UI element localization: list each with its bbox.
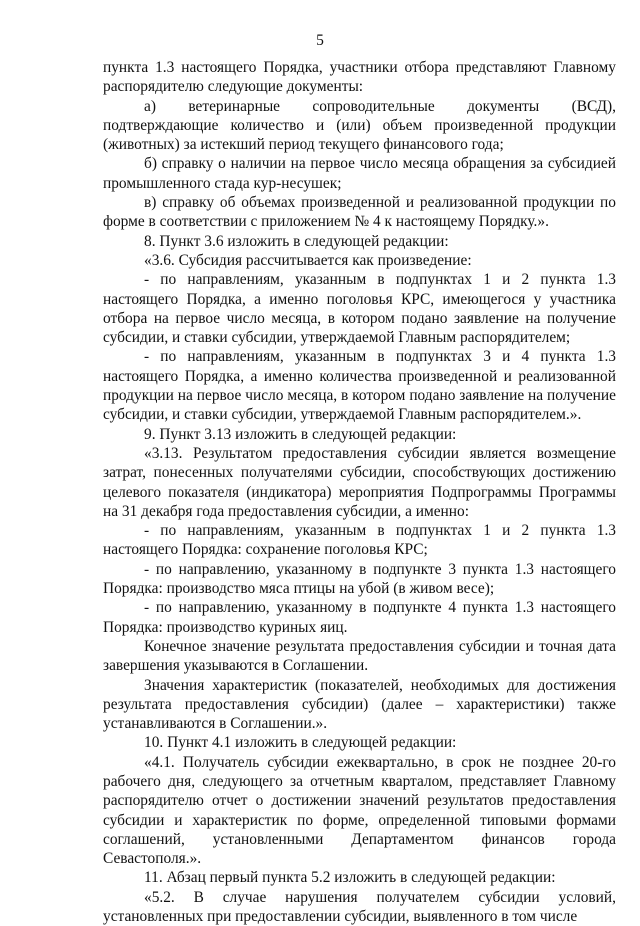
paragraph-point-8: 8. Пункт 3.6 изложить в следующей редакции: (144, 232, 449, 250)
paragraph-3-13-bullet-3: - по направлению, указанному в подпункте 4 пункта 1.3 настоящего Порядка: производство куриных яиц. (103, 599, 616, 636)
paragraph-point-10: 10. Пункт 4.1 изложить в следующей редакции: (144, 734, 457, 752)
paragraph-3-6-bullet-1: - по направлениям, указанным в подпунктах 1 и 2 пункта 1.3 настоящего Порядка, а именно поголовья КРС, имеющегося у участника отбора на первое число месяца, в котором подано заявление на получение субсидии, и ставки субсидии, утверждаемой Главным распорядителем; (103, 271, 616, 347)
paragraph-item-v: в) справку об объемах произведенной и реализованной продукции по форме в соответствии с приложением № 4 к настоящему Порядку.». (103, 194, 616, 231)
document-body (103, 58, 616, 926)
paragraph-3-13: «3.13. Результатом предоставления субсидии является возмещение затрат, понесенных получателями субсидии, способствующих достижению целевого показателя (индикатора) мероприятия Подпрограммы Программы на 31 декабря года предоставления субсидии, а именно: (103, 444, 616, 520)
paragraph-final-value: Конечное значение результата предоставления субсидии и точная дата завершения указываются в Соглашении. (103, 637, 616, 675)
paragraph-point-9: 9. Пункт 3.13 изложить в следующей редакции: (144, 425, 457, 443)
paragraph-5-2: «5.2. В случае нарушения получателем субсидии условий, установленных при предоставлении субсидии, выявленного в том числе (103, 888, 616, 926)
paragraph-point-11: 11. Абзац первый пункта 5.2 изложить в следующей редакции: (144, 869, 556, 887)
paragraph-3-13-bullet-1: - по направлениям, указанным в подпунктах 1 и 2 пункта 1.3 настоящего Порядка: сохранение поголовья КРС; (103, 522, 616, 559)
paragraph-3-13-bullet-2: - по направлению, указанному в подпункте 3 пункта 1.3 настоящего Порядка: производство мяса птицы на убой (в живом весе); (103, 560, 616, 598)
paragraph-continuation: пункта 1.3 настоящего Порядка, участники отбора представляют Главному распорядителю следующие документы: (103, 59, 616, 96)
paragraph-4-1: «4.1. Получатель субсидии ежеквартально, в срок не позднее 20-го рабочего дня, следующего за отчетным кварталом, представляет Главному распорядителю отчет о достижении значений результатов предоставления субсидии и характеристик по форме, определенной типовыми формами соглашений, установленными Департаментом финансов города Севастополя.». (103, 753, 616, 868)
paragraph-item-a: а) ветеринарные сопроводительные документы (ВСД), подтверждающие количество и (или) объем произведенной продукции (животных) за истекший период текущего финансового года; (103, 97, 616, 154)
paragraph-characteristics: Значения характеристик (показателей, необходимых для достижения результата предоставления субсидии) (далее – характеристики) также устанавливаются в Соглашении.». (103, 676, 616, 733)
page-number: 5 (316, 32, 324, 49)
paragraph-3-6-bullet-2: - по направлениям, указанным в подпунктах 3 и 4 пункта 1.3 настоящего Порядка, а именно количества произведенной и реализованной продукции на первое число месяца, в котором подано заявление на получение субсидии, и ставки субсидии, утверждаемой Главным распорядителем.». (103, 348, 616, 424)
paragraph-item-b: б) справку о наличии на первое число месяца обращения за субсидией промышленного стада кур-несушек; (103, 155, 616, 192)
paragraph-3-6-heading: «3.6. Субсидия рассчитывается как произведение: (144, 251, 472, 269)
